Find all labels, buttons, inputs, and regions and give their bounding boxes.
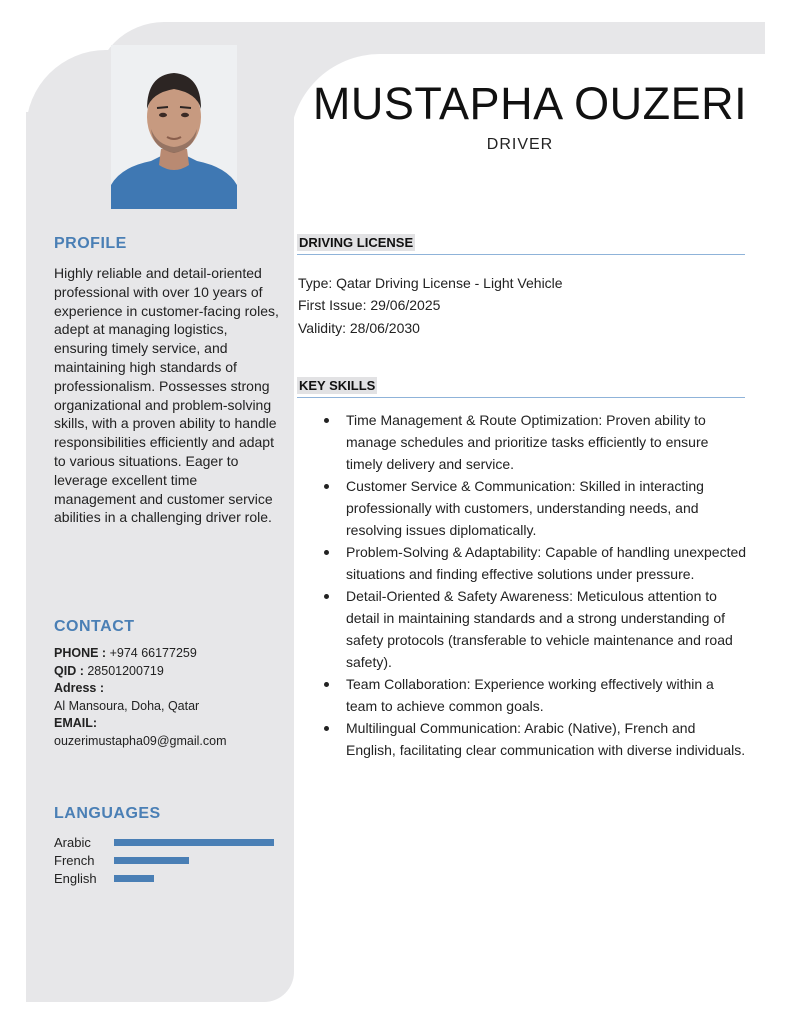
contact-email[interactable]: ouzerimustapha09@gmail.com	[54, 733, 227, 748]
contact-address: Al Mansoura, Doha, Qatar	[54, 698, 200, 713]
license-first-issue: First Issue: 29/06/2025	[298, 297, 441, 314]
license-details	[298, 272, 748, 339]
language-row-english	[54, 870, 289, 888]
contact-email-label: EMAIL:	[54, 716, 98, 731]
candidate-name: MUSTAPHA OUZERI	[312, 78, 748, 129]
contact-phone	[54, 645, 289, 663]
skill-item: Problem-Solving & Adaptability: Capable of handling unexpected situations and finding effective solutions under pressure.	[322, 541, 747, 585]
contact-heading: CONTACT	[54, 618, 135, 635]
license-validity: Validity: 28/06/2030	[298, 319, 420, 336]
skill-item: Detail-Oriented & Safety Awareness: Meticulous attention to detail in maintaining standards and a strong understanding of safety protocols (transferable to vehicle maintenance and road safety).	[322, 585, 747, 673]
phone-label: PHONE :	[54, 646, 107, 660]
license-type: Type: Qatar Driving License - Light Vehicle	[298, 275, 563, 291]
language-row-arabic	[54, 834, 289, 852]
license-heading: DRIVING LICENSE	[297, 234, 745, 255]
skill-item: Customer Service & Communication: Skilled in interacting professionally with customers, understanding needs, and resolving issues diplomatically.	[322, 475, 747, 541]
profile-photo	[111, 45, 237, 209]
language-name: Arabic	[54, 835, 91, 850]
job-title: DRIVER	[486, 136, 554, 153]
language-level-bar	[114, 857, 189, 864]
contact-block	[54, 645, 289, 751]
profile-heading: PROFILE	[54, 235, 127, 252]
language-level-bar	[114, 875, 154, 882]
phone-value: +974 66177259	[106, 646, 197, 660]
profile-summary: Highly reliable and detail-oriented professional with over 10 years of experience in customer-facing roles, adept at managing logistics, ensuring timely service, and maintaining high standards of professionalism. Possesses strong organizational and problem-solving skills, with a proven ability to handle responsibilities efficiently and adapt to various situations. Eager to leverage excellent time management and customer service abilities in a challenging driver role.	[54, 265, 279, 526]
contact-qid	[54, 663, 289, 681]
language-name: English	[54, 871, 97, 886]
language-row-french	[54, 852, 289, 870]
contact-address-label: Adress :	[54, 681, 105, 696]
qid-label: QID :	[54, 663, 84, 678]
qid-value: 28501200719	[83, 663, 164, 678]
languages-heading: LANGUAGES	[54, 805, 161, 822]
language-name: French	[54, 853, 95, 868]
skills-heading: KEY SKILLS	[297, 377, 745, 398]
skill-item: Team Collaboration: Experience working effectively within a team to achieve common goals.	[322, 673, 747, 717]
skill-item: Time Management & Route Optimization: Proven ability to manage schedules and prioritize tasks efficiently to ensure timely delivery and service.	[322, 409, 747, 475]
skill-item: Multilingual Communication: Arabic (Native), French and English, facilitating clear communication with diverse individuals.	[322, 717, 747, 761]
language-level-bar	[114, 839, 274, 846]
skills-list	[322, 409, 747, 761]
